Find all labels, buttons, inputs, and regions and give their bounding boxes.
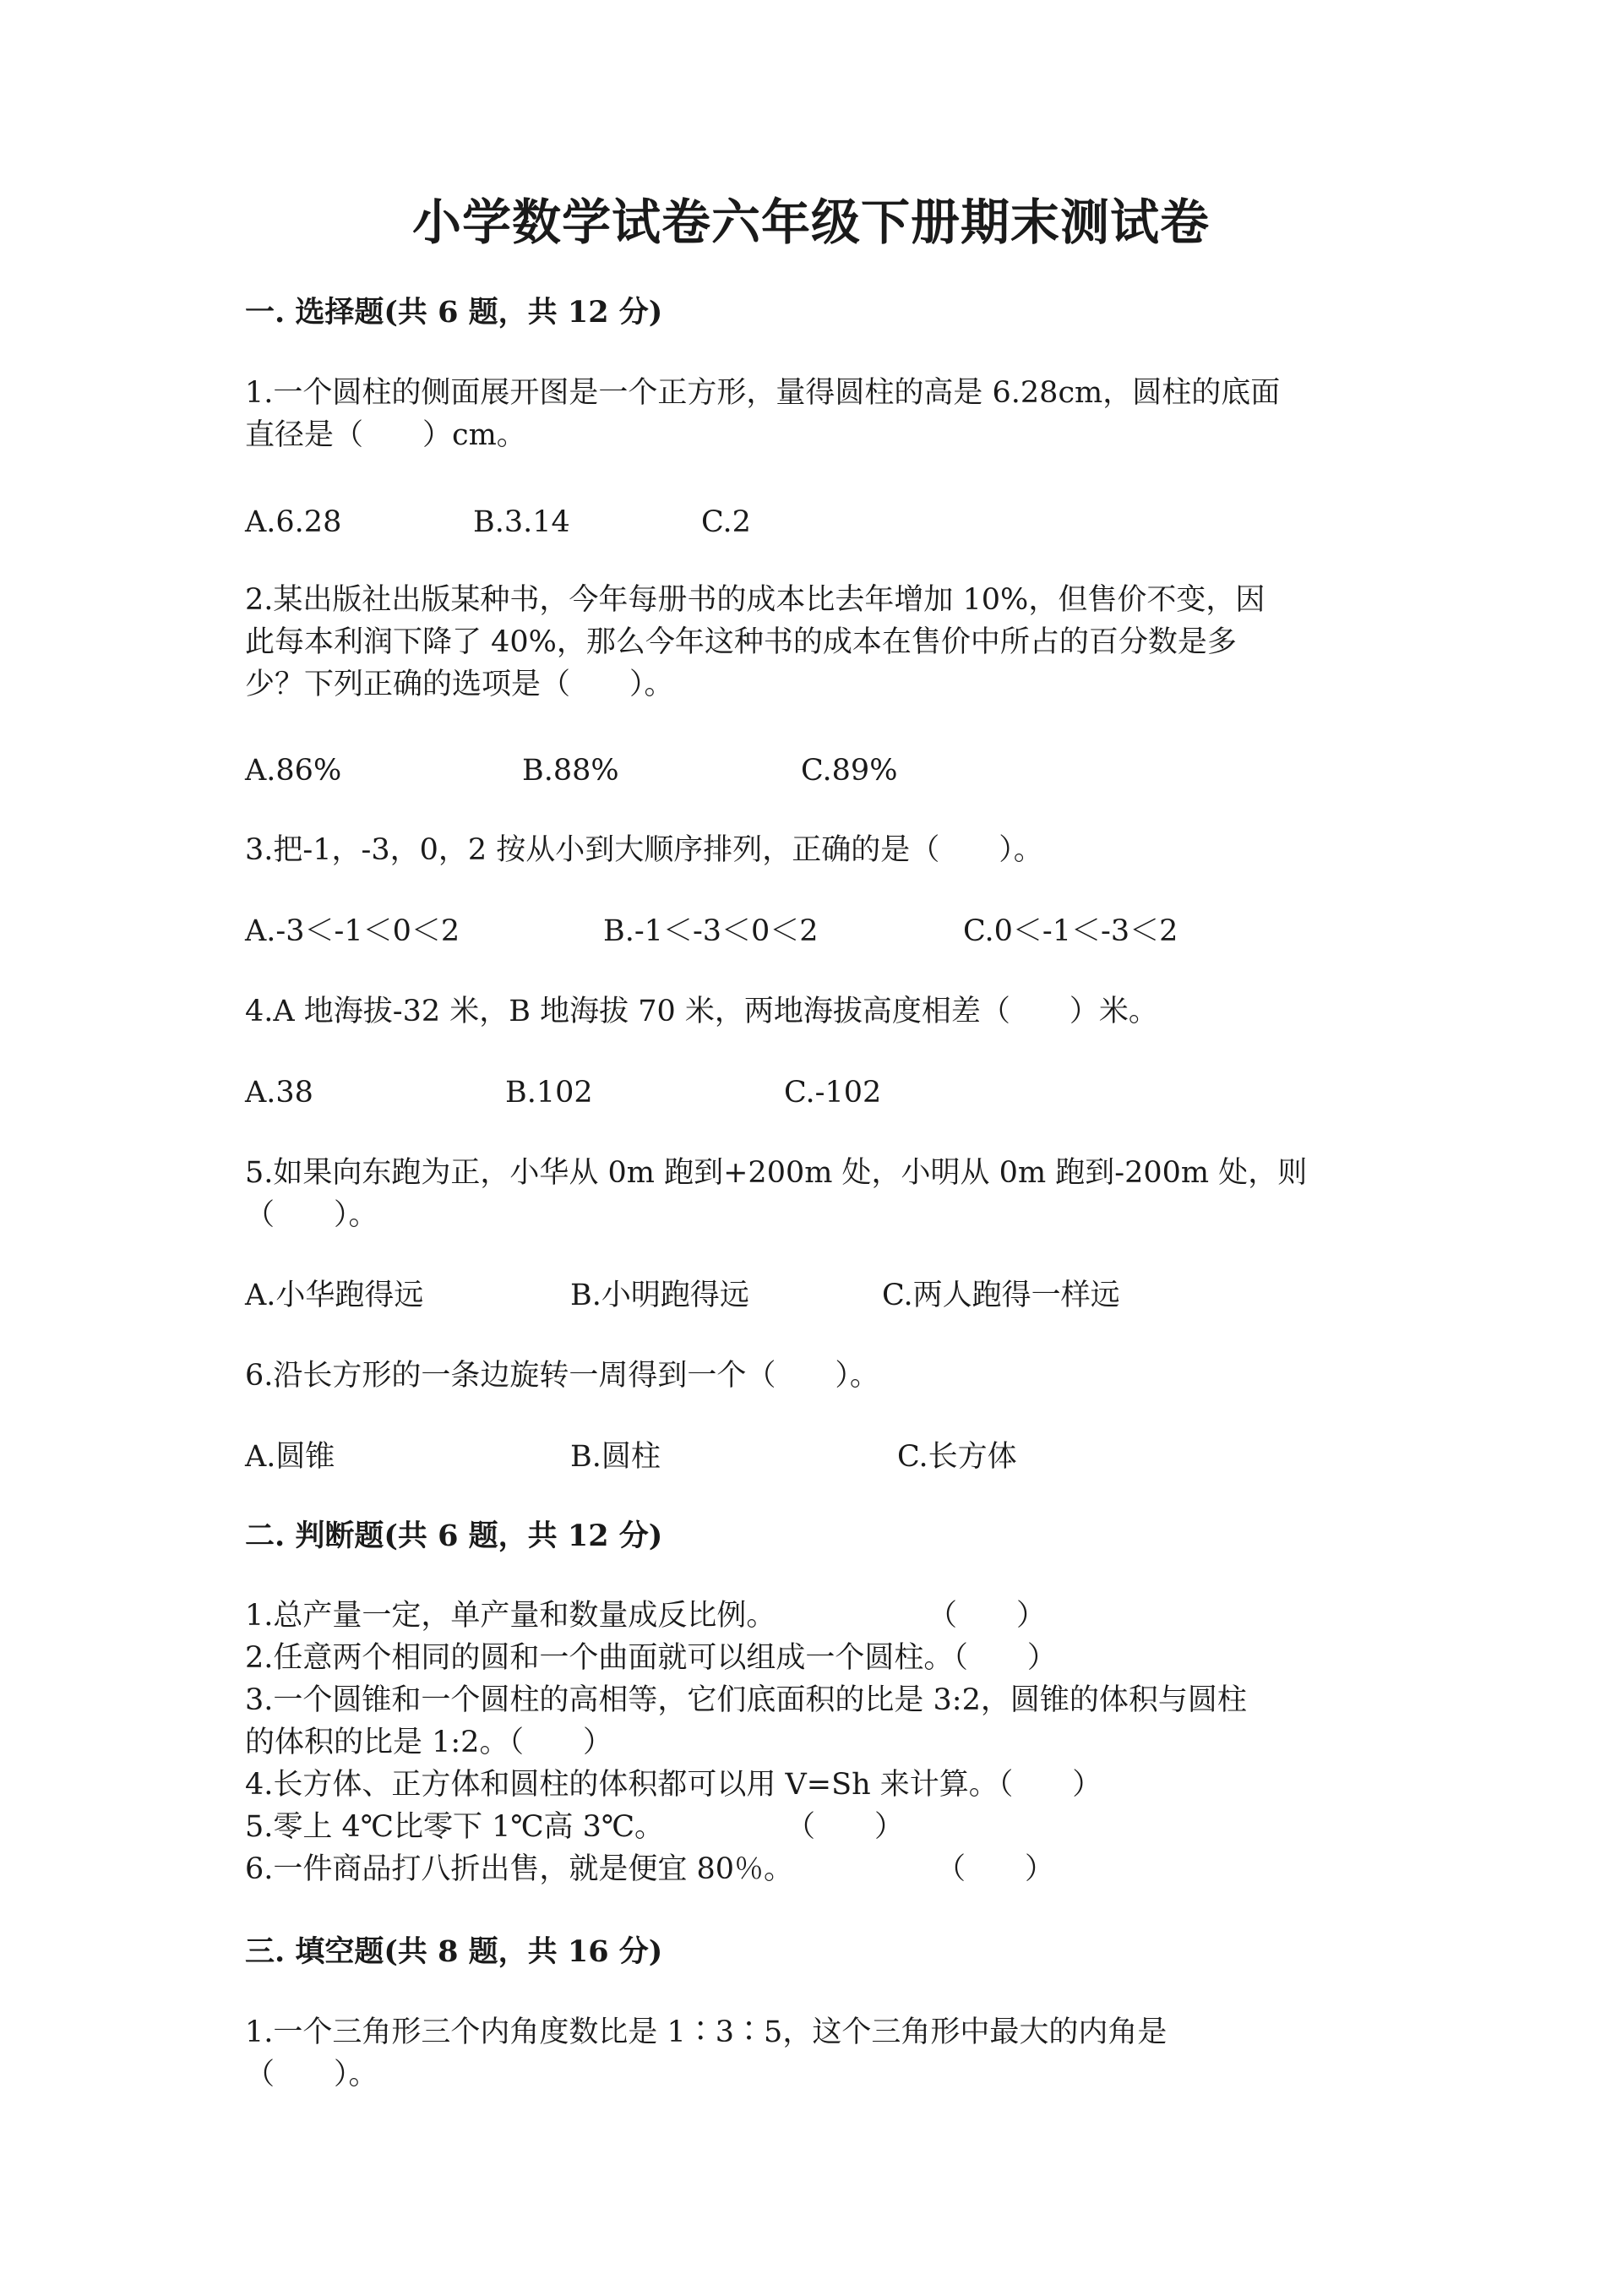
option-a[interactable]: A.38 bbox=[245, 1076, 313, 1110]
judgement-item-continued bbox=[245, 1721, 1428, 1764]
answer-parentheses[interactable]: （ ） bbox=[786, 1810, 905, 1844]
question-item bbox=[245, 829, 1428, 871]
option-b[interactable]: B.-1＜-3＜0＜2 bbox=[603, 914, 819, 948]
option-b[interactable]: B.小明跑得远 bbox=[570, 1279, 749, 1312]
judgement-text: 的体积的比是 1:2。（ ） bbox=[245, 1726, 612, 1759]
judgement-text: 5.零上 4℃比零下 1℃高 3℃。 bbox=[245, 1810, 665, 1844]
question-text: 此每本利润下降了 40%，那么今年这种书的成本在售价中所占的百分数是多 bbox=[245, 625, 1237, 659]
question-text: 3.把-1，-3，0，2 按从小到大顺序排列，正确的是（ ）。 bbox=[245, 833, 1043, 867]
option-a[interactable]: A.86% bbox=[245, 754, 342, 788]
question-item bbox=[245, 2011, 1428, 2096]
option-a[interactable]: A.小华跑得远 bbox=[245, 1279, 424, 1312]
answer-parentheses[interactable]: （ ） bbox=[936, 1852, 1055, 1886]
option-c[interactable]: C.0＜-1＜-3＜2 bbox=[963, 914, 1178, 948]
judgement-item bbox=[245, 1848, 1428, 1890]
section-heading: 三. 填空题(共 8 题，共 16 分) bbox=[245, 1934, 663, 1969]
options-row bbox=[245, 1436, 1394, 1478]
judgement-text: 2.任意两个相同的圆和一个曲面就可以组成一个圆柱。（ ） bbox=[245, 1641, 1057, 1675]
option-b[interactable]: B.3.14 bbox=[473, 505, 570, 539]
page-title: 小学数学试卷六年级下册期末测试卷 bbox=[411, 194, 1210, 251]
options-row bbox=[245, 1274, 1394, 1317]
section-heading: 二. 判断题(共 6 题，共 12 分) bbox=[245, 1519, 663, 1553]
question-text: 6.沿长方形的一条边旋转一周得到一个（ ）。 bbox=[245, 1359, 879, 1393]
question-text: 1.一个圆柱的侧面展开图是一个正方形，量得圆柱的高是 6.28cm，圆柱的底面 bbox=[245, 376, 1281, 410]
question-item bbox=[245, 990, 1428, 1033]
option-c[interactable]: C.两人跑得一样远 bbox=[882, 1279, 1120, 1312]
option-a[interactable]: A.6.28 bbox=[245, 505, 342, 539]
options-row bbox=[245, 750, 1394, 792]
section-fill-blank bbox=[245, 1931, 662, 1973]
judgement-item bbox=[245, 1595, 1428, 1637]
question-text: 直径是（ ）cm。 bbox=[245, 418, 526, 452]
judgement-item bbox=[245, 1637, 1428, 1679]
question-text: 4.A 地海拔-32 米，B 地海拔 70 米，两地海拔高度相差（ ）米。 bbox=[245, 995, 1158, 1028]
option-b[interactable]: B.圆柱 bbox=[570, 1440, 661, 1474]
question-text: 1.一个三角形三个内角度数比是 1∶3∶5，这个三角形中最大的内角是 bbox=[245, 2015, 1168, 2049]
judgement-text: 4.长方体、正方体和圆柱的体积都可以用 V=Sh 来计算。（ ） bbox=[245, 1768, 1102, 1802]
option-c[interactable]: C.89% bbox=[801, 754, 898, 788]
question-item bbox=[245, 372, 1428, 456]
question-text: （ ）。 bbox=[245, 1198, 378, 1232]
judgement-list bbox=[245, 1595, 1428, 1890]
section-judgement bbox=[245, 1515, 662, 1557]
question-item bbox=[245, 579, 1428, 706]
answer-parentheses[interactable]: （ ） bbox=[928, 1599, 1047, 1633]
judgement-item bbox=[245, 1679, 1428, 1721]
judgement-item bbox=[245, 1806, 1428, 1848]
option-a[interactable]: A.-3＜-1＜0＜2 bbox=[245, 914, 460, 948]
section-heading: 一. 选择题(共 6 题，共 12 分) bbox=[245, 295, 663, 330]
options-row bbox=[245, 1072, 1394, 1114]
options-row bbox=[245, 910, 1394, 952]
option-a[interactable]: A.圆锥 bbox=[245, 1440, 335, 1474]
option-c[interactable]: C.-102 bbox=[784, 1076, 882, 1110]
question-text: （ ）。 bbox=[245, 2058, 378, 2091]
options-row bbox=[245, 501, 1394, 543]
question-text: 2.某出版社出版某种书，今年每册书的成本比去年增加 10%，但售价不变，因 bbox=[245, 583, 1265, 617]
judgement-text: 3.一个圆锥和一个圆柱的高相等，它们底面积的比是 3:2，圆锥的体积与圆柱 bbox=[245, 1683, 1247, 1717]
judgement-item bbox=[245, 1764, 1428, 1806]
question-text: 少？下列正确的选项是（ ）。 bbox=[245, 668, 674, 701]
option-b[interactable]: B.102 bbox=[505, 1076, 593, 1110]
section-choice bbox=[245, 292, 662, 334]
judgement-text: 1.总产量一定，单产量和数量成反比例。 bbox=[245, 1599, 776, 1633]
question-item bbox=[245, 1355, 1428, 1397]
judgement-text: 6.一件商品打八折出售，就是便宜 80％。 bbox=[245, 1852, 794, 1886]
question-text: 5.如果向东跑为正，小华从 0m 跑到+200m 处，小明从 0m 跑到-200m 处，则 bbox=[245, 1156, 1308, 1190]
option-b[interactable]: B.88% bbox=[522, 754, 619, 788]
question-item bbox=[245, 1152, 1428, 1236]
option-c[interactable]: C.长方体 bbox=[897, 1440, 1017, 1474]
option-c[interactable]: C.2 bbox=[701, 505, 751, 539]
